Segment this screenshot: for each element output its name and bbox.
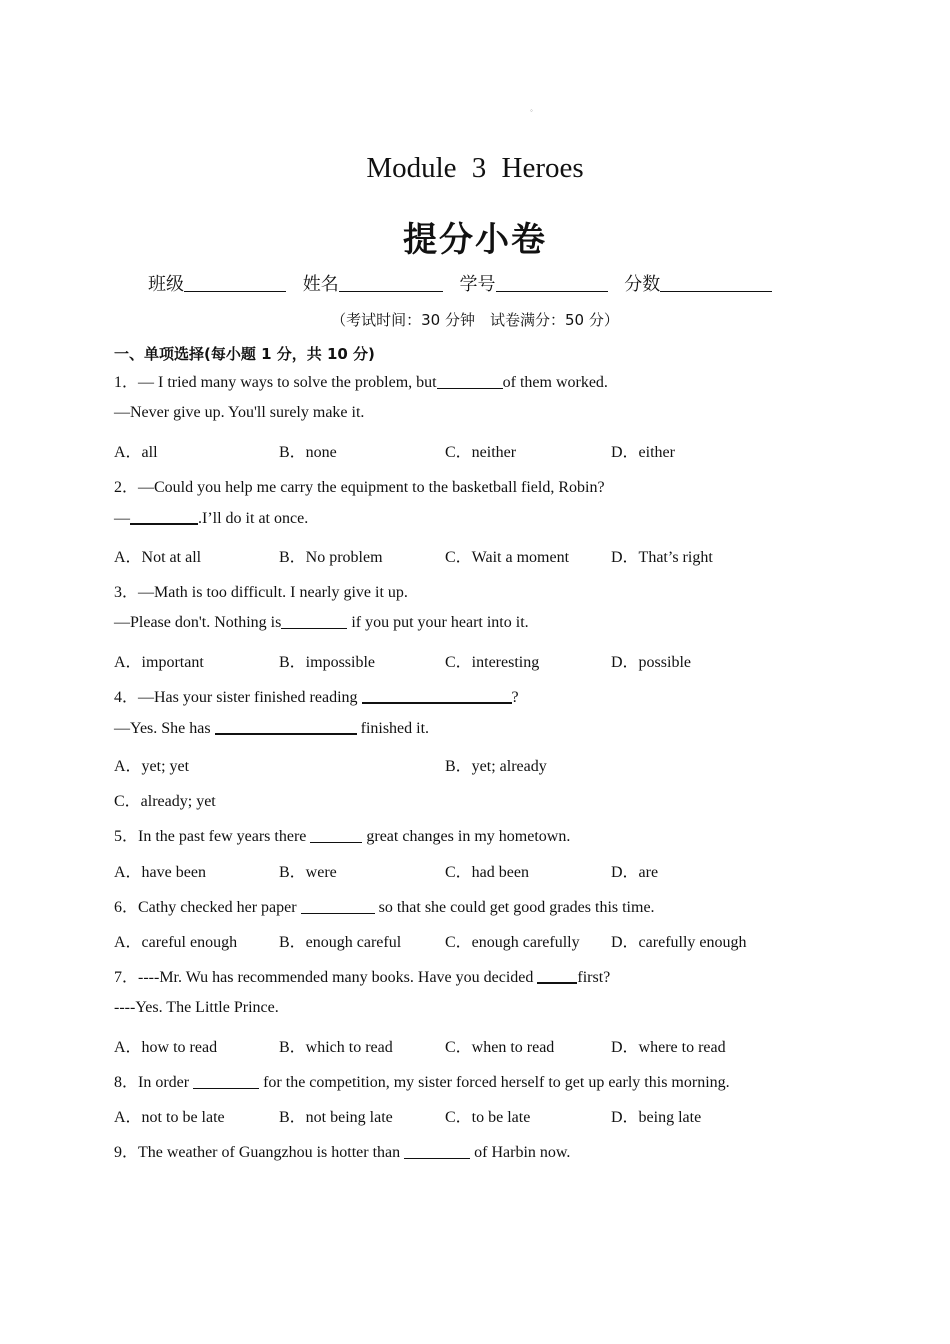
q4-text-post: ? xyxy=(511,689,519,706)
q2-option-c[interactable]: C．Wait a moment xyxy=(445,549,570,566)
q2-blank xyxy=(130,509,198,525)
q1-text-pre: 1．— I tried many ways to solve the problem, but xyxy=(114,374,437,391)
q6-option-b[interactable]: B．enough careful xyxy=(279,934,402,951)
q9-blank xyxy=(404,1144,470,1159)
q3-option-b[interactable]: B．impossible xyxy=(279,654,376,671)
q8-option-c[interactable]: C．to be late xyxy=(445,1109,531,1126)
q3-text-pre: —Please don't. Nothing is xyxy=(114,614,282,631)
q5-blank xyxy=(310,828,362,843)
q1-option-d[interactable]: D．either xyxy=(611,444,675,461)
q9-text-pre: 9．The weather of Guangzhou is hotter than xyxy=(114,1144,405,1161)
q6-text-pre: 6．Cathy checked her paper xyxy=(114,899,301,916)
q1-text-post: of them worked. xyxy=(502,374,608,391)
question-1 xyxy=(114,369,608,392)
q6-text-post: so that she could get good grades this time. xyxy=(374,899,655,916)
q1-option-a[interactable]: A．all xyxy=(114,444,158,461)
q4-response-pre: —Yes. She has xyxy=(114,720,215,737)
q8-text-pre: 8．In order xyxy=(114,1074,194,1091)
q5-text-post: great changes in my hometown. xyxy=(362,828,571,845)
header-dot: ◦ xyxy=(530,106,533,115)
q6-blank xyxy=(301,899,375,914)
id-label: 学号 xyxy=(459,274,496,295)
q8-option-a[interactable]: A．not to be late xyxy=(114,1109,225,1126)
q5-option-a[interactable]: A．have been xyxy=(114,864,206,881)
q4-text-pre: 4．—Has your sister finished reading xyxy=(114,689,362,706)
name-label: 姓名 xyxy=(302,274,339,295)
q2-text-pre: — xyxy=(114,510,130,527)
q4-response xyxy=(114,719,429,738)
page-title xyxy=(0,152,950,185)
q7-option-d[interactable]: D．where to read xyxy=(611,1039,726,1056)
q1-option-b[interactable]: B．none xyxy=(279,444,337,461)
q2-option-a[interactable]: A．Not at all xyxy=(114,549,202,566)
q4-option-a[interactable]: A．yet; yet xyxy=(114,758,190,775)
class-field[interactable] xyxy=(184,273,286,292)
question-4 xyxy=(114,684,519,707)
q4-blank-1 xyxy=(362,688,512,704)
q4-option-c[interactable]: C．already; yet xyxy=(114,793,216,810)
section-title: 一、单项选择(每小题 1 分，共 10 分) xyxy=(114,345,375,363)
q2-option-d[interactable]: D．That’s right xyxy=(611,549,713,566)
q2-text-post: .I’ll do it at once. xyxy=(198,510,309,527)
question-5 xyxy=(114,823,570,846)
q7-blank xyxy=(537,968,577,984)
q8-blank xyxy=(193,1074,259,1089)
id-field[interactable] xyxy=(496,273,608,292)
question-9 xyxy=(114,1139,570,1162)
q7-text-post: first? xyxy=(577,969,611,986)
title-word-number: 3 xyxy=(471,152,487,184)
page-subtitle: 提分小卷 xyxy=(403,220,547,260)
q4-response-post: finished it. xyxy=(356,720,430,737)
question-3: 3．—Math is too difficult. I nearly give it up. xyxy=(114,584,408,601)
score-label: 分数 xyxy=(624,274,661,295)
q7-option-b[interactable]: B．which to read xyxy=(279,1039,393,1056)
q5-text-pre: 5．In the past few years there xyxy=(114,828,311,845)
q8-option-d[interactable]: D．being late xyxy=(611,1109,702,1126)
question-7 xyxy=(114,964,610,987)
q6-option-c[interactable]: C．enough carefully xyxy=(445,934,580,951)
q4-blank-2 xyxy=(215,719,357,735)
q7-response: ----Yes. The Little Prince. xyxy=(114,999,279,1016)
q8-text-post: for the competition, my sister forced herself to get up early this morning. xyxy=(259,1074,730,1091)
q8-option-b[interactable]: B．not being late xyxy=(279,1109,393,1126)
q3-option-d[interactable]: D．possible xyxy=(611,654,692,671)
q6-option-d[interactable]: D．carefully enough xyxy=(611,934,747,951)
q7-option-a[interactable]: A．how to read xyxy=(114,1039,218,1056)
question-2: 2．—Could you help me carry the equipment to the basketball field, Robin? xyxy=(114,479,605,496)
q4-option-b[interactable]: B．yet; already xyxy=(445,758,547,775)
exam-time-note: （考试时间：30 分钟 试卷满分：50 分） xyxy=(331,311,619,329)
q6-option-a[interactable]: A．careful enough xyxy=(114,934,238,951)
q3-option-a[interactable]: A．important xyxy=(114,654,204,671)
q3-blank xyxy=(281,614,347,629)
q1-option-c[interactable]: C．neither xyxy=(445,444,517,461)
q2-option-b[interactable]: B．No problem xyxy=(279,549,383,566)
question-8 xyxy=(114,1069,730,1092)
q2-response xyxy=(114,509,308,528)
q9-text-post: of Harbin now. xyxy=(470,1144,571,1161)
name-field[interactable] xyxy=(339,273,443,292)
q5-option-b[interactable]: B．were xyxy=(279,864,337,881)
q5-option-c[interactable]: C．had been xyxy=(445,864,529,881)
class-label: 班级 xyxy=(148,274,184,295)
q3-response xyxy=(114,614,529,632)
q1-blank xyxy=(437,374,503,389)
q5-option-d[interactable]: D．are xyxy=(611,864,659,881)
title-word-heroes: Heroes xyxy=(501,152,584,184)
question-6 xyxy=(114,894,655,917)
q3-option-c[interactable]: C．interesting xyxy=(445,654,540,671)
score-field[interactable] xyxy=(660,273,772,292)
student-info-row xyxy=(148,270,784,296)
q3-text-post: if you put your heart into it. xyxy=(347,614,529,631)
q1-response: —Never give up. You'll surely make it. xyxy=(114,404,365,421)
q7-text-pre: 7．----Mr. Wu has recommended many books. Have you decided xyxy=(114,969,538,986)
title-word-module: Module xyxy=(366,152,457,184)
q7-option-c[interactable]: C．when to read xyxy=(445,1039,555,1056)
